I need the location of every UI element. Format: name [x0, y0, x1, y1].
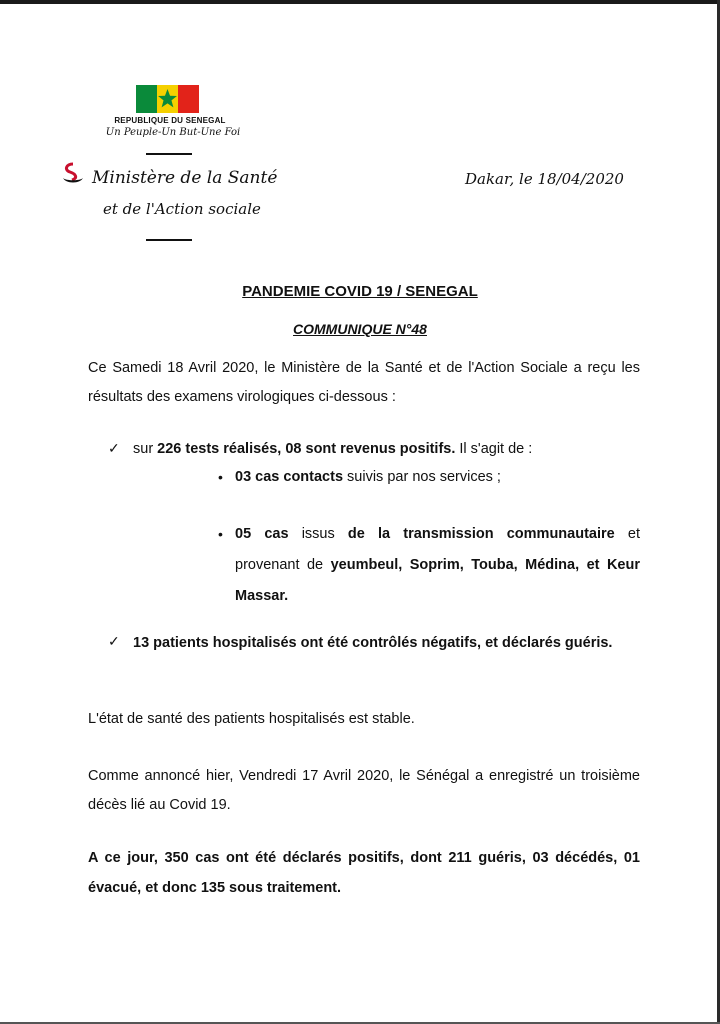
ministry-name-line1: Ministère de la Santé [92, 168, 278, 188]
contact-cases-item [235, 463, 640, 492]
bullet-icon: • [218, 526, 223, 542]
checkmark-icon: ✓ [108, 633, 120, 649]
community-locations: yeumbeul, Soprim, Touba, Médina, et Keur Massar. [235, 557, 640, 604]
checkmark-icon: ✓ [108, 440, 120, 456]
tests-result-item [133, 435, 640, 464]
national-motto: Un Peuple-Un But-Une Foi [105, 127, 241, 138]
ministry-logo-icon [60, 162, 86, 188]
ministry-name-line2: et de l'Action sociale [103, 200, 261, 218]
community-cases-count: 05 cas [235, 526, 289, 542]
intro-paragraph: Ce Samedi 18 Avril 2020, le Ministère de la Santé et de l'Action Sociale a reçu les résultats des examens virologiques ci-dessous : [88, 360, 640, 405]
tests-post: Il s'agit de : [455, 441, 533, 457]
contact-cases-rest: suivis par nos services ; [343, 469, 501, 485]
contact-cases-bold: 03 cas contacts [235, 469, 344, 485]
republic-label: REPUBLIQUE DU SENEGAL [114, 116, 226, 125]
document-title: PANDEMIE COVID 19 / SENEGAL [242, 283, 478, 300]
stable-paragraph: L'état de santé des patients hospitalisés est stable. [88, 711, 415, 727]
scan-border-top [0, 0, 720, 4]
tests-bold: 226 tests réalisés, 08 sont revenus positifs. [157, 441, 456, 457]
summary-paragraph: A ce jour, 350 cas ont été déclarés positifs, dont 211 guéris, 03 décédés, 01 évacué, et donc 135 sous traitement. [88, 850, 640, 896]
community-cases-mid: issus [288, 526, 348, 542]
senegal-flag [136, 85, 199, 113]
document-date: Dakar, le 18/04/2020 [465, 170, 624, 188]
bullet-icon: • [218, 469, 223, 485]
death-announcement-paragraph: Comme annoncé hier, Vendredi 17 Avril 2020, le Sénégal a enregistré un troisième décès lié au Covid 19. [88, 768, 640, 813]
recovered-bold: 13 patients hospitalisés ont été contrôlés négatifs, et déclarés guéris. [133, 635, 613, 651]
tests-pre: sur [133, 441, 158, 457]
recovered-item [133, 628, 640, 659]
header-divider-top [146, 153, 192, 155]
community-cases-item [235, 519, 640, 612]
communique-number: COMMUNIQUE N°48 [293, 321, 427, 337]
community-transmission: de la transmission communautaire [347, 526, 615, 542]
flag-band-red [178, 85, 199, 113]
flag-band-green [136, 85, 157, 113]
star-icon [157, 88, 178, 109]
header-divider-bottom [146, 239, 192, 241]
community-cases-mid2: et provenant de [235, 526, 640, 573]
